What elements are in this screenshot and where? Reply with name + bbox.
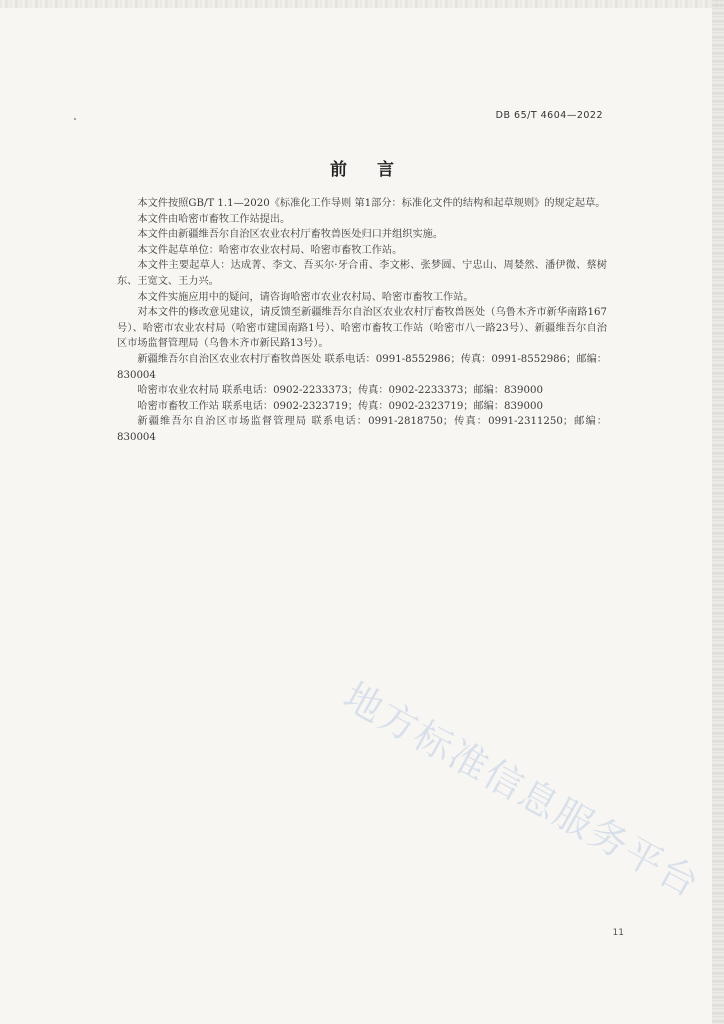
contact-market-regulation: 新疆维吾尔自治区市场监督管理局 联系电话：0991-2818750；传真：0991-2311250；邮编：830004 bbox=[117, 416, 607, 443]
page-title: 前言 bbox=[330, 160, 424, 180]
watermark-text: 地方标准信息服务平台 bbox=[336, 673, 708, 907]
document-code: DB 65/T 4604—2022 bbox=[495, 110, 603, 121]
paragraph-drafting-rules: 本文件按照GB/T 1.1—2020《标准化工作导则 第1部分：标准化文件的结构和起草规则》的规定起草。 bbox=[137, 198, 606, 209]
paragraph-drafters: 本文件主要起草人：达成菁、李文、吾买尔·牙合甫、李文彬、张梦圆、宁忠山、周婪然、潘伊微、蔡树东、王宽文、王力兴。 bbox=[117, 260, 607, 287]
paragraph-inquiries: 本文件实施应用中的疑问，请咨询哈密市农业农村局、哈密市畜牧工作站。 bbox=[137, 291, 474, 303]
foreword-body bbox=[117, 196, 607, 446]
scan-right-edge bbox=[712, 0, 724, 1024]
paragraph-drafting-units: 本文件起草单位：哈密市农业农村局、哈密市畜牧工作站。 bbox=[137, 244, 403, 256]
scan-top-edge bbox=[0, 0, 724, 8]
contact-hami-agriculture-bureau: 哈密市农业农村局 联系电话：0902-2233373；传真：0902-2233373；邮编：839000 bbox=[137, 385, 543, 397]
paragraph-proposer: 本文件由哈密市畜牧工作站提出。 bbox=[137, 213, 291, 225]
paragraph-administrator: 本文件由新疆维吾尔自治区农业农村厅畜牧兽医处归口并组织实施。 bbox=[137, 229, 444, 241]
paragraph-feedback: 对本文件的修改意见建议，请反馈至新疆维吾尔自治区农业农村厅畜牧兽医处（乌鲁木齐市新华南路167号）、哈密市农业农村局（哈密市建国南路1号）、哈密市畜牧工作站（哈密市八一路23号）、新疆维吾尔自治区市场监督管理局（乌鲁木齐市新民路13号）。 bbox=[117, 307, 607, 350]
page-number: 11 bbox=[612, 928, 624, 938]
scan-speck bbox=[392, 396, 393, 397]
contact-hami-livestock-station: 哈密市畜牧工作站 联系电话：0902-2323719；传真：0902-2323719；邮编：839000 bbox=[137, 400, 543, 412]
scan-speck bbox=[74, 118, 76, 120]
contact-agriculture-department: 新疆维吾尔自治区农业农村厅畜牧兽医处 联系电话：0991-8552986；传真：0991-8552986；邮编：830004 bbox=[117, 353, 607, 381]
